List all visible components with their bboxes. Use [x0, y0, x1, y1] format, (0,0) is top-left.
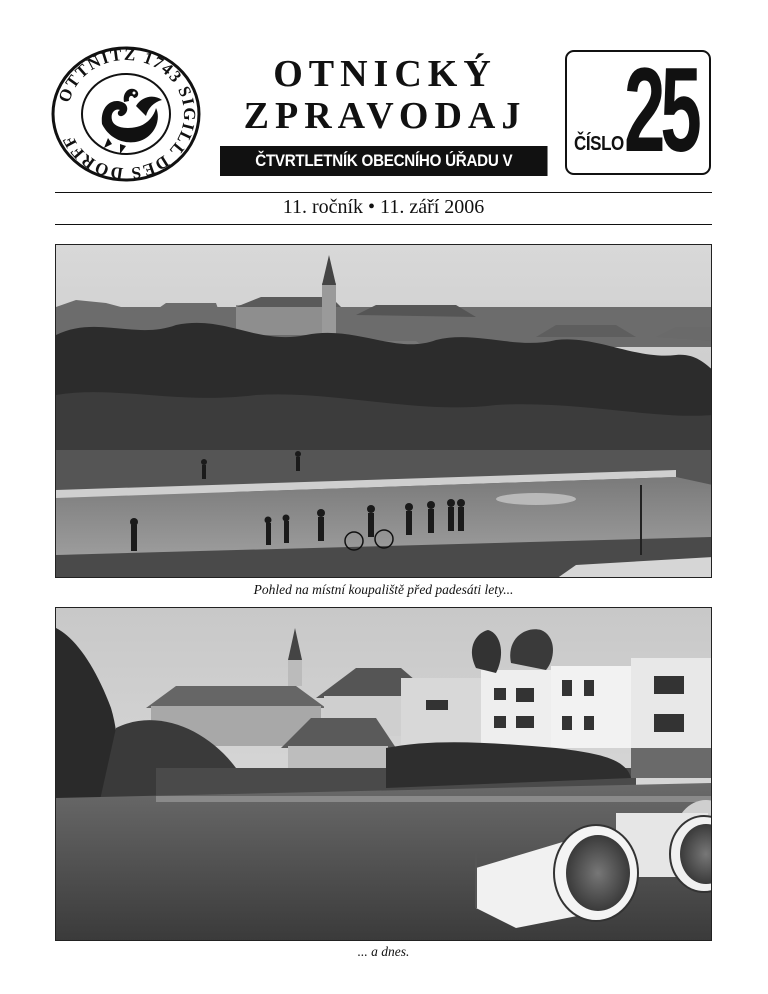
photo-site-today [55, 607, 712, 941]
village-seal [50, 46, 202, 182]
divider-bottom [55, 224, 712, 225]
masthead-subtitle: ČTVRTLETNÍK OBECNÍHO ÚŘADU V OTNICÍCH [220, 146, 548, 176]
photo-site-today-image [56, 608, 712, 941]
photo-old-swimming-pool [55, 244, 712, 578]
masthead-title-line1: OTNICKÝ [273, 53, 497, 95]
issue-number: 25 [624, 43, 697, 177]
issue-label: ČÍSLO [574, 133, 624, 155]
seal-graphic [50, 46, 202, 182]
masthead-title-line2: ZPRAVODAJ [243, 95, 527, 137]
photo-caption-today: ... a dnes. [357, 944, 410, 959]
photo-caption-old: Pohled na místní koupaliště před padesáti lety... [253, 582, 514, 597]
seal-ring-text: OTTNITZ 1743 SIGILL DES DORFF [54, 46, 200, 182]
divider-top [55, 192, 712, 193]
swan-emblem-icon [102, 89, 162, 154]
photo-old-swimming-pool-image [56, 245, 712, 578]
dateline: 11. ročník • 11. září 2006 [282, 196, 485, 218]
